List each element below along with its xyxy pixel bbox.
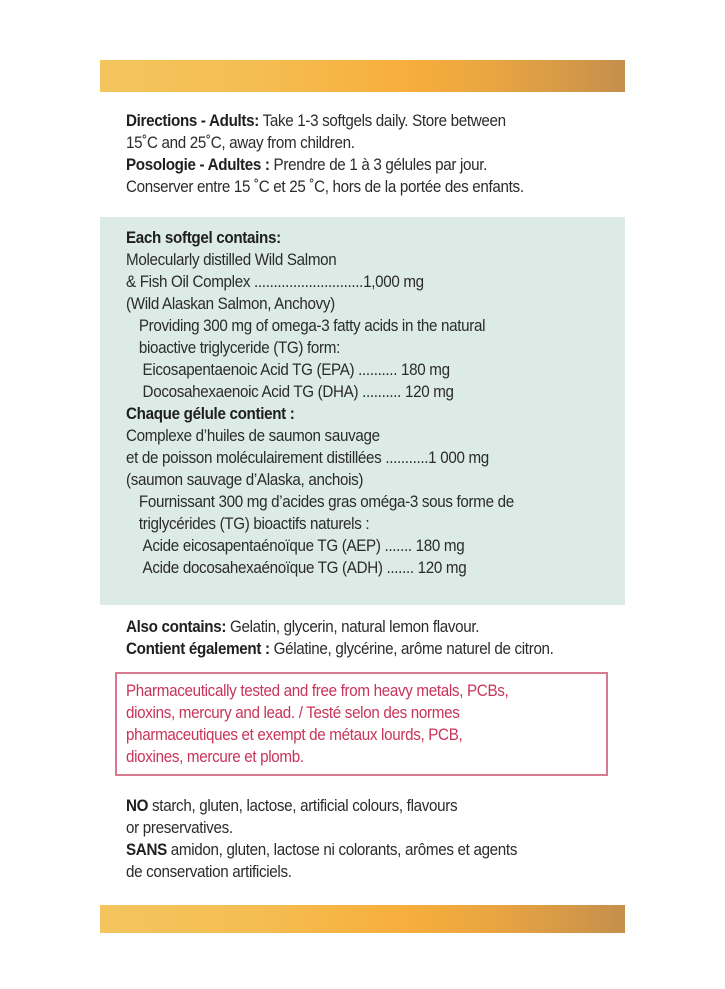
free-en-line2: or preservatives. [126,819,233,837]
directions-en-line1 [126,110,524,132]
ingredients-section [126,227,514,579]
also-contains-section [126,616,554,660]
also-en-text: Gelatin, glycerin, natural lemon flavour. [226,618,480,636]
contents-fr-heading: Chaque gélule contient : [126,405,295,423]
contents-fr-adh: Acide docosahexaénoïque TG (ADH) ....... 120 mg [142,559,467,577]
testing-line4: dioxines, mercure et plomb. [126,748,304,766]
contents-en-epa: Eicosapentaenoic Acid TG (EPA) .......... 180 mg [142,361,450,379]
contents-en-line4: Providing 300 mg of omega-3 fatty acids in the natural [138,317,486,335]
free-en-text: starch, gluten, lactose, artificial colours, flavours [148,797,458,815]
testing-notice-text [126,680,508,768]
also-en-label: Also contains: [126,618,227,636]
directions-en-line2: 15˚C and 25˚C, away from children. [126,134,355,152]
also-en [126,616,554,638]
directions-en-text: Take 1-3 softgels daily. Store between [258,112,506,130]
testing-line1: Pharmaceutically tested and free from heavy metals, PCBs, [126,682,509,700]
contents-en-line5: bioactive triglyceride (TG) form: [138,339,340,357]
contents-en-heading: Each softgel contains: [126,229,281,247]
contents-fr-line2: et de poisson moléculairement distillées ...........1 000 mg [126,449,489,467]
free-fr-line2: de conservation artificiels. [126,863,292,881]
contents-en-line1: Molecularly distilled Wild Salmon [126,251,337,269]
contents-en-dha: Docosahexaenoic Acid TG (DHA) .......... 120 mg [142,383,454,401]
also-fr-text: Gélatine, glycérine, arôme naturel de citron. [269,640,554,658]
directions-fr-text: Prendre de 1 à 3 gélules par jour. [269,156,488,174]
free-fr-text: amidon, gluten, lactose ni colorants, arômes et agents [166,841,518,859]
bottom-decorative-bar [100,905,625,933]
contents-fr-line4: Fournissant 300 mg d’acides gras oméga-3 sous forme de [138,493,514,511]
directions-fr-label: Posologie - Adultes : [126,156,270,174]
contents-fr-line5: triglycérides (TG) bioactifs naturels : [138,515,370,533]
free-from-section [126,795,517,883]
contents-fr-aep: Acide eicosapentaénoïque TG (AEP) ....... 180 mg [142,537,465,555]
directions-fr-line1 [126,154,524,176]
directions-en-label: Directions - Adults: [126,112,259,130]
free-en-label: NO [126,797,149,815]
top-decorative-bar [100,60,625,92]
contents-fr-line1: Complexe d’huiles de saumon sauvage [126,427,380,445]
also-fr [126,638,554,660]
contents-en-line2: & Fish Oil Complex ............................1,000 mg [126,273,424,291]
contents-fr-line3: (saumon sauvage d’Alaska, anchois) [126,471,364,489]
directions-fr-line2: Conserver entre 15 ˚C et 25 ˚C, hors de la portée des enfants. [126,178,524,196]
free-fr-label: SANS [126,841,167,859]
also-fr-label: Contient également : [126,640,270,658]
testing-line2: dioxins, mercury and lead. / Testé selon des normes [126,704,460,722]
directions-section [126,110,524,198]
free-fr-line1 [126,839,517,861]
testing-line3: pharmaceutiques et exempt de métaux lourds, PCB, [126,726,463,744]
free-en-line1 [126,795,517,817]
contents-en-line3: (Wild Alaskan Salmon, Anchovy) [126,295,335,313]
